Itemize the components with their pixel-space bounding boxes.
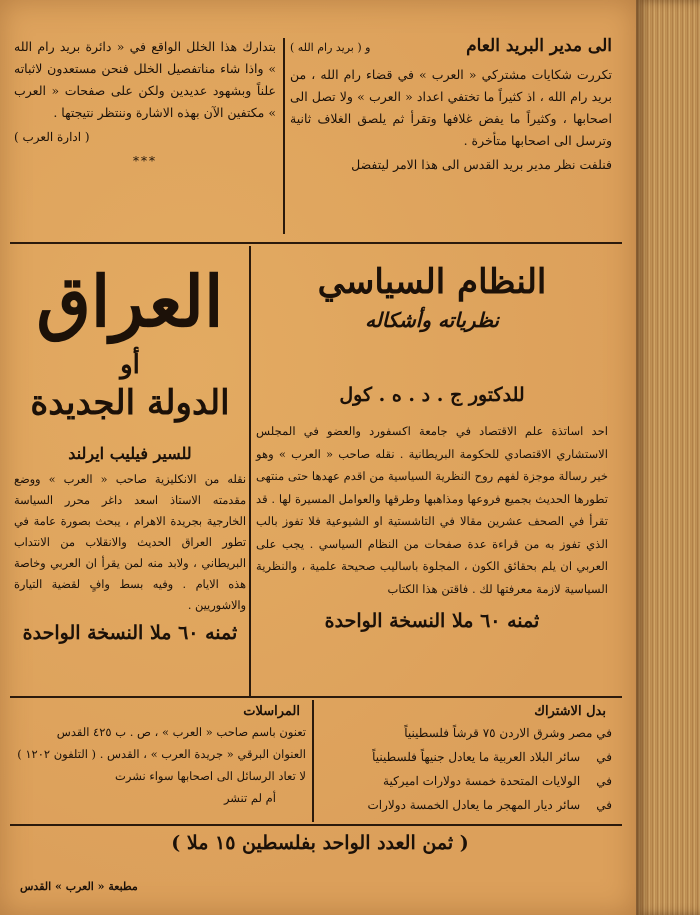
subscription-rate: سائر البلاد العربية ما يعادل جنيهاً فلسطينياً: [372, 750, 581, 764]
correspondence-line: أم لم تنشر: [223, 791, 276, 805]
book-price: ثمنه ٦٠ ملا النسخة الواحدة: [324, 610, 540, 632]
subscription-rate: الولايات المتحدة خمسة دولارات اميركية: [383, 774, 581, 788]
subscription-row: [318, 721, 612, 745]
bottom-column-divider: [312, 700, 314, 822]
iraq-subtitle: الدولة الجديدة: [30, 383, 230, 423]
book-subtitle: نظرياته وأشكاله: [365, 308, 499, 332]
book-ad-political-system: [252, 250, 612, 690]
subscription-rate: سائر ديار المهجر ما يعادل الخمسة دولارات: [367, 798, 581, 812]
correspondence-heading: المراسلات: [243, 704, 300, 719]
subscription-box: [318, 704, 612, 820]
iraq-logo-title: العراق: [36, 260, 224, 343]
book-title: النظام السياسي: [317, 262, 547, 302]
subscription-place: في: [596, 774, 612, 788]
postmaster-closing: فنلفت نظر مدير بريد القدس الى هذا الامر ليتفضل: [351, 157, 612, 172]
subscription-place: في مصر: [568, 726, 612, 740]
subscription-place: في: [596, 798, 612, 812]
subscription-row: [318, 769, 612, 793]
middle-column-divider: [249, 246, 251, 696]
subscription-row: [318, 745, 612, 769]
postmaster-notice-continued: [14, 36, 276, 236]
subscription-rate: وشرق الاردن ٧٥ قرشاً فلسطينياً: [404, 726, 566, 740]
postmaster-heading-row: [290, 36, 612, 56]
postmaster-byline: و ( بريد رام الله ): [290, 41, 371, 54]
subscription-heading: بدل الاشتراك: [534, 704, 606, 719]
postmaster-paragraph: تكررت شكايات مشتركي « العرب » في قضاء رام الله ، من بريد رام الله ، اذ كثيراً ما تختفي اعداد « العرب » ولا تصل الى اصحابها ، وكثيراً ما يفض غلافها وتقرأ ثم يلصق الغلاف ثانية وترسل الى اصحابها متأخرة .: [290, 67, 612, 148]
middle-horizontal-rule: [10, 696, 622, 698]
correspondence-box: [14, 704, 306, 820]
iraq-description: نقله من الانكليزية صاحب « العرب » ووضع مقدمته الاستاذ اسعد داغر محرر السياسة الخارجية بجريدة الاهرام ، يبحث بصورة عامة في تطور العراق الحديث والانقلاب من الانتداب البريطاني ، ولابد منه لمن يقرأ ان العربي وخاصة هذه الايام . وفيه بسط وافٍ لقضية التيارة والاشوريين .: [14, 473, 246, 612]
book-author: للدكتور ج . د . ه . كول: [339, 384, 525, 406]
section-separator: ***: [133, 154, 157, 168]
top-column-divider: [283, 38, 285, 234]
book-ad-iraq: [12, 250, 248, 690]
issue-price: ( ثمن العدد الواحد بفلسطين ١٥ ملا ): [171, 832, 469, 854]
top-horizontal-rule: [10, 242, 622, 244]
iraq-author: للسير فيليب ايرلند: [68, 444, 192, 463]
page-edges-binding: [636, 0, 700, 915]
iraq-price: ثمنه ٦٠ ملا النسخة الواحدة: [22, 622, 238, 644]
management-signature: ( ادارة العرب ): [14, 130, 90, 144]
postmaster-notice: [290, 36, 612, 236]
correspondence-line: العنوان البرقي « جريدة العرب » ، القدس . ( التلفون ١٢٠٢ ): [17, 747, 306, 761]
correspondence-line: تعنون باسم صاحب « العرب » ، ص . ب ٤٢٥ القدس: [56, 725, 306, 739]
subscription-place: في: [596, 750, 612, 764]
notice-continued-paragraph: بتدارك هذا الخلل الواقع في « دائرة بريد رام الله » واذا شاء مناتفصيل الخلل فنحن مستعدون لاثباته علناً وبشهود عديدين ولكن على صفحات « العرب » مكتفين الآن بهذه الاشارة وننتظر نتيجتها .: [14, 39, 276, 120]
bottom-horizontal-rule: [10, 824, 622, 826]
printer-imprint: مطبعة « العرب » القدس: [20, 880, 138, 893]
or-word: أو: [120, 350, 140, 380]
subscription-row: [318, 793, 612, 817]
postmaster-heading: الى مدير البريد العام: [466, 36, 612, 56]
correspondence-line: لا تعاد الرسائل الى اصحابها سواء نشرت: [115, 769, 306, 783]
book-description: احد اساتذة علم الاقتصاد في جامعة اكسفورد والعضو في المجلس الاستشاري الاقتصادي للحكومة البريطانية . نقله صاحب « العرب » وهو خير رسالة موجزة لفهم روح النظرية السياسية من اقدم عهدها حتى منتهى تطورها الحديث بجميع فروعها ومذاهبها وطرقها والعوامل المسيرة لها . قد تقرأ في الصحف عشرين مقالا في التاشستية او الشيوعية فلا تفوز بالب الذي تفوز به من قراءة عدة صفحات من النظام السياسي . يجب على العربي ان يلم بحقائق الكون ، المجلوة باساليب صحيحة علمية ، والنظرية السياسية لازمة معرفتها لك . فاقتن هذا الكتاب: [256, 424, 608, 596]
